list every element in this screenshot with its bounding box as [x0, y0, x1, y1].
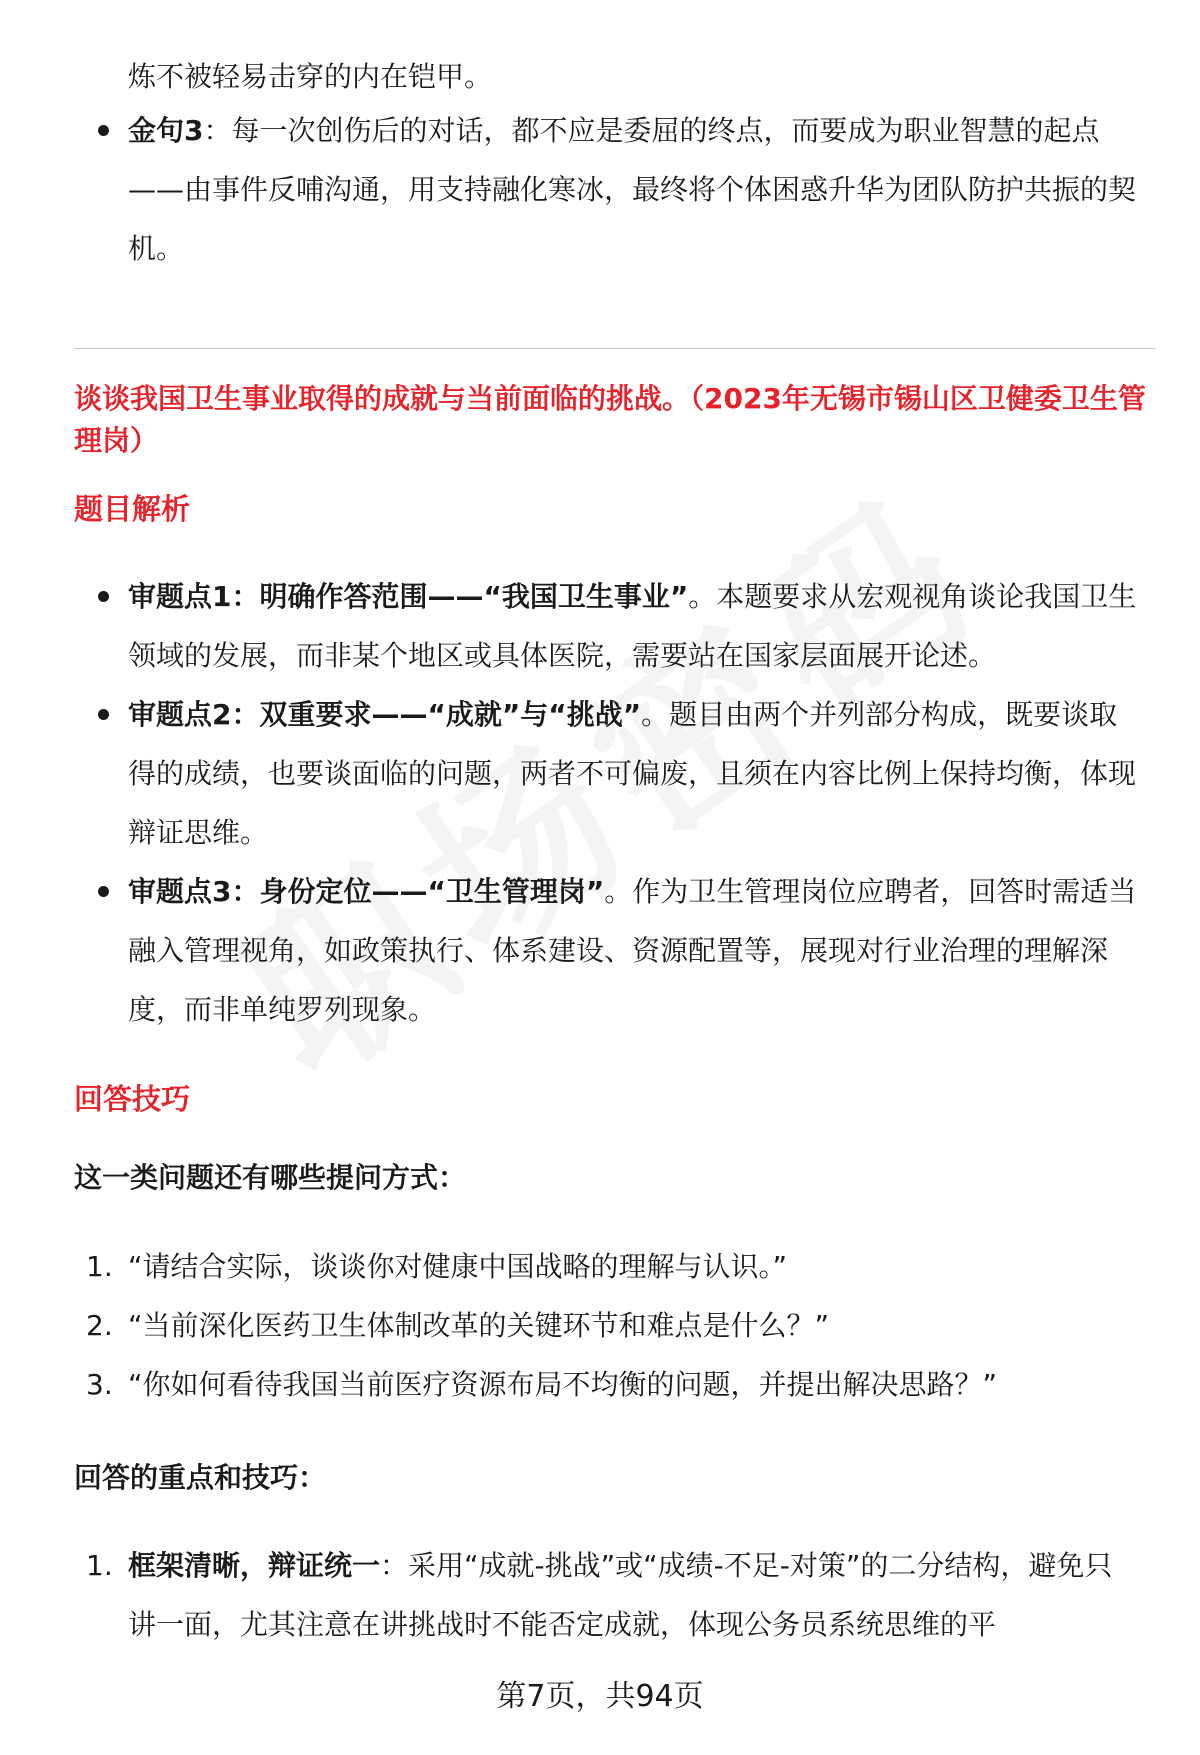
analysis-points	[0, 567, 1200, 1039]
list-item: 3. “你如何看待我国当前医疗资源布局不均衡的问题，并提出解决思路？”	[86, 1368, 998, 1401]
point-title: 审题点2：双重要求——“成就”与“挑战”	[128, 698, 642, 731]
bullet-dot	[98, 125, 109, 136]
point-title: 审题点1：明确作答范围——“我国卫生事业”	[128, 580, 689, 613]
bullet-dot	[98, 591, 109, 602]
point-text: 。作为卫生管理岗位应聘者，回答时需适当融入管理视角，如政策执行、体系建设、资源配置等，展现对行业治理的理解深度，而非单纯罗列现象。	[128, 875, 1137, 1026]
quote-text: 每一次创伤后的对话，都不应是委屈的终点，而要成为职业智慧的起点——由事件反哺沟通，用支持融化寒冰，最终将个体困惑升华为团队防护共振的契机。	[128, 114, 1137, 265]
point-title: 审题点3：身份定位——“卫生管理岗”	[128, 875, 605, 908]
section-divider	[74, 348, 1156, 349]
quote-bullet-list	[0, 101, 1200, 278]
key-points	[0, 1536, 1200, 1654]
continuation-line: 炼不被轻易击穿的内在铠甲。	[128, 60, 493, 93]
point-text: 。题目由两个并列部分构成，既要谈取得的成绩，也要谈面临的问题，两者不可偏废，且须在内容比例上保持均衡，体现辩证思维。	[128, 698, 1137, 849]
keys-subheading: 回答的重点和技巧：	[74, 1461, 327, 1494]
tips-heading: 回答技巧	[74, 1082, 191, 1116]
list-item	[0, 567, 1200, 685]
bullet-dot	[98, 886, 109, 897]
question-title: 谈谈我国卫生事业取得的成就与当前面临的挑战。（2023年无锡市锡山区卫健委卫生管理岗）	[74, 382, 1146, 457]
analysis-heading: 题目解析	[74, 492, 191, 526]
list-item: 1. “请结合实际，谈谈你对健康中国战略的理解与认识。”	[86, 1250, 788, 1283]
bullet-dot	[98, 709, 109, 720]
variant-questions	[0, 1237, 1200, 1414]
list-item	[0, 862, 1200, 1039]
list-item	[0, 685, 1200, 862]
page-number: 第7页，共94页	[496, 1679, 704, 1714]
list-item: 金句3：每一次创伤后的对话，都不应是委屈的终点，而要成为职业智慧的起点——由事件反哺沟通，用支持融化寒冰，最终将个体困惑升华为团队防护共振的契机。	[0, 101, 1200, 278]
quote-label: 金句3	[128, 114, 204, 147]
list-item: 1. 框架清晰，辩证统一：采用“成就-挑战”或“成绩-不足-对策”的二分结构，避免只讲一面，尤其注意在讲挑战时不能否定成就，体现公务员系统思维的平	[86, 1549, 1113, 1641]
list-item: 2. “当前深化医药卫生体制改革的关键环节和难点是什么？”	[86, 1309, 830, 1342]
variants-subheading: 这一类问题还有哪些提问方式：	[74, 1161, 467, 1194]
point-text: 。本题要求从宏观视角谈论我国卫生领域的发展，而非某个地区或具体医院，需要站在国家层面展开论述。	[128, 580, 1137, 672]
